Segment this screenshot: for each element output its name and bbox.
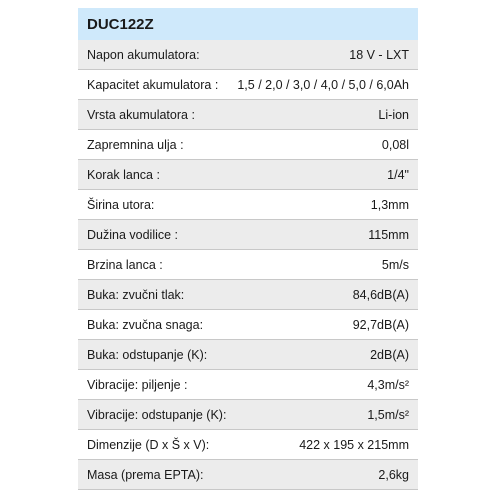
spec-rows [78, 40, 418, 490]
spec-row [78, 460, 418, 490]
spec-label: Korak lanca : [87, 167, 160, 182]
spec-label: Buka: zvučni tlak: [87, 287, 185, 302]
spec-row [78, 400, 418, 430]
spec-row [78, 430, 418, 460]
spec-value: 1,3mm [370, 197, 409, 212]
spec-row [78, 190, 418, 220]
spec-label: Dužina vodilice : [87, 227, 179, 242]
spec-table [78, 8, 418, 490]
spec-value: 1,5 / 2,0 / 3,0 / 4,0 / 5,0 / 6,0Ah [237, 77, 409, 92]
spec-label: Zapremnina ulja : [87, 137, 184, 152]
spec-row [78, 280, 418, 310]
spec-row [78, 370, 418, 400]
spec-value: 0,08l [381, 137, 409, 152]
spec-value: 4,3m/s² [367, 377, 409, 392]
spec-row [78, 220, 418, 250]
spec-row [78, 160, 418, 190]
spec-row [78, 340, 418, 370]
spec-label: Buka: odstupanje (K): [87, 347, 208, 362]
spec-row [78, 310, 418, 340]
spec-row [78, 70, 418, 100]
spec-value: 92,7dB(A) [352, 317, 409, 332]
spec-row [78, 130, 418, 160]
spec-value: 5m/s [381, 257, 409, 272]
spec-row [78, 250, 418, 280]
spec-value: 422 x 195 x 215mm [299, 437, 409, 452]
spec-value: 2dB(A) [370, 347, 409, 362]
spec-label: Buka: zvučna snaga: [87, 317, 204, 332]
spec-row [78, 100, 418, 130]
spec-value: 18 V - LXT [349, 47, 409, 62]
spec-label: Masa (prema EPTA): [87, 467, 204, 482]
spec-label: Dimenzije (D x Š x V): [87, 437, 210, 452]
spec-label: Vibracije: piljenje : [87, 377, 188, 392]
spec-label: Brzina lanca : [87, 257, 163, 272]
spec-value: 1,5m/s² [367, 407, 409, 422]
spec-label: Vrsta akumulatora : [87, 107, 195, 122]
spec-label: Širina utora: [87, 197, 155, 212]
spec-label: Kapacitet akumulatora : [87, 77, 219, 92]
spec-label: Napon akumulatora: [87, 47, 200, 62]
spec-value: Li-ion [378, 107, 409, 122]
spec-label: Vibracije: odstupanje (K): [87, 407, 227, 422]
spec-row [78, 40, 418, 70]
spec-value: 84,6dB(A) [352, 287, 409, 302]
spec-value: 2,6kg [378, 467, 409, 482]
spec-value: 115mm [368, 227, 409, 242]
product-model-title: DUC122Z [78, 8, 418, 40]
spec-value: 1/4" [387, 167, 409, 182]
